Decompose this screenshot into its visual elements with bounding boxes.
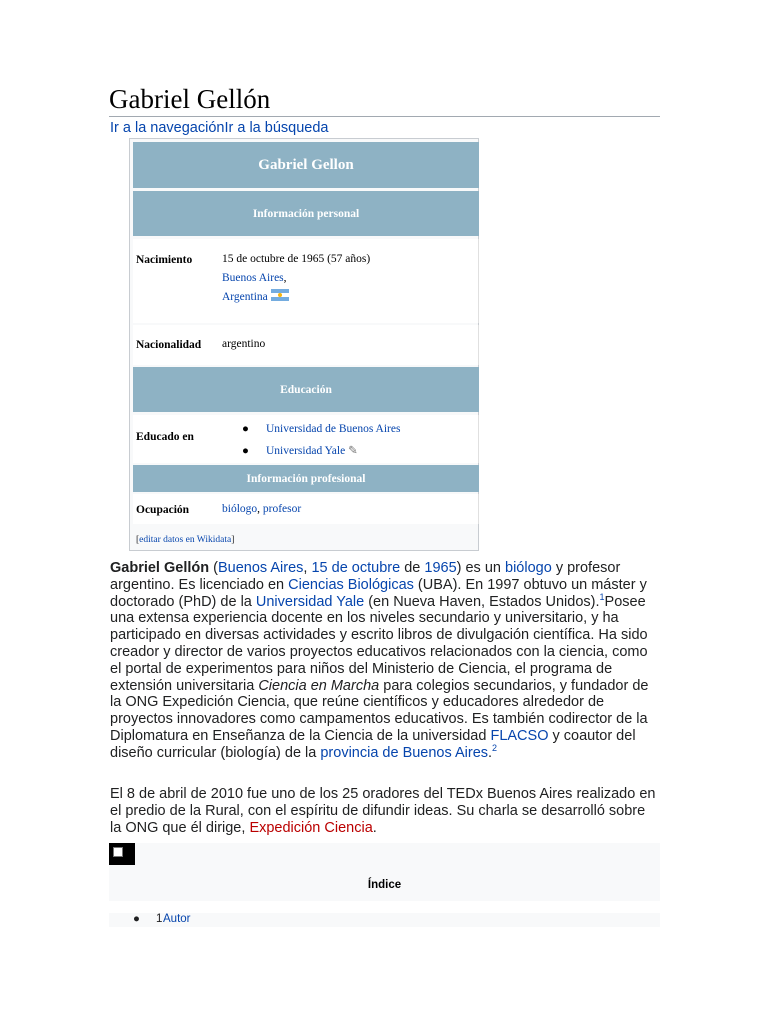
nationality-label: Nacionalidad bbox=[136, 339, 202, 351]
provincia-buenos-aires-link[interactable]: provincia de Buenos Aires bbox=[320, 744, 489, 761]
toc-separator bbox=[109, 901, 660, 913]
text-fragment: y profesor argentino. Es licenciado en bbox=[110, 560, 621, 593]
text-fragment: Posee una extensa experiencia docente en los niveles secundario y universitario, y ha participado en diversas actividades y escrito libros de divulgación científica. Ha sido creador y director de varios proyectos educativos relacionados con la ciencia, como el portal de experimentos para niños del Ministerio de Ciencia, el programa de extensión universitaria bbox=[110, 593, 648, 694]
ciencias-biologicas-link[interactable]: Ciencias Biológicas bbox=[288, 576, 414, 593]
toc-toggle-button[interactable] bbox=[109, 843, 135, 865]
text-fragment: para colegios secundarios, y fundador de la ONG Expedición Ciencia, que reúne científicos y educadores alrededor de proyectos innovadores como campamentos educativos. Es también codirector de la Diplomatura en Enseñanza de la Ciencia de la universidad bbox=[110, 677, 649, 744]
checkbox-icon bbox=[113, 847, 123, 857]
biologo-link[interactable]: biólogo bbox=[222, 503, 258, 515]
text-fragment: y coautor del diseño curricular (biología) de la bbox=[110, 727, 636, 761]
jump-to-search-link[interactable]: Ir a la búsqueda bbox=[224, 120, 329, 136]
nationality-value: argentino bbox=[222, 338, 266, 350]
infobox-row-occupation bbox=[133, 494, 479, 524]
infobox-row-birth bbox=[133, 239, 479, 323]
infobox-row-nationality bbox=[133, 325, 479, 365]
infobox-title: Gabriel Gellon bbox=[133, 142, 479, 188]
wikidata-edit: [editar datos en Wikidata] bbox=[136, 535, 235, 545]
birth-country-link[interactable]: Argentina bbox=[222, 291, 268, 303]
infobox-row-education bbox=[133, 415, 479, 463]
uba-link[interactable]: Universidad de Buenos Aires bbox=[266, 423, 401, 435]
list-item: ● Universidad de Buenos Aires bbox=[242, 423, 401, 435]
education-list bbox=[242, 418, 400, 462]
italic-title: Ciencia en Marcha bbox=[258, 677, 380, 694]
birth-value: 15 de octubre de 1965 (57 años) Buenos Aires, Argentina bbox=[222, 250, 370, 307]
pencil-icon[interactable]: ✎ bbox=[348, 445, 358, 457]
infobox-section-personal: Información personal bbox=[133, 191, 479, 236]
buenos-aires-link[interactable]: Buenos Aires bbox=[217, 560, 304, 576]
reference-1-link[interactable]: 1 bbox=[599, 591, 605, 602]
text-fragment: de bbox=[404, 560, 421, 576]
text-fragment: (UBA). En 1997 obtuvo un máster y doctorado (PhD) de la bbox=[110, 576, 647, 610]
tedx-paragraph: El 8 de abril de 2010 fue uno de los 25 oradores del TEDx Buenos Aires realizado en el predio de la Rural, con el espíritu de difundir ideas. Su charla se desarrolló sobre la ONG que él dirige, Expedición Ciencia. bbox=[110, 786, 656, 836]
infobox-section-education: Educación bbox=[133, 367, 479, 412]
biologo-link[interactable]: biólogo bbox=[505, 560, 552, 576]
page-title: Gabriel Gellón bbox=[109, 82, 660, 117]
toc-item-number: 1 bbox=[156, 913, 163, 925]
profesor-link[interactable]: profesor bbox=[262, 503, 302, 515]
table-of-contents bbox=[109, 843, 660, 927]
list-item: ● Universidad Yale ✎ bbox=[242, 445, 358, 457]
occupation-value: biólogo, profesor bbox=[222, 503, 302, 515]
jump-to-navigation-link[interactable]: Ir a la navegación bbox=[110, 120, 225, 136]
intro-paragraph: Gabriel Gellón (Buenos Aires, 15 de octubre de 1965) es un biólogo y profesor argentino. Es licenciado en Ciencias Biológicas (UBA). En 1997 obtuvo un máster y doctorado (PhD) de la Universidad Yale (en Nueva Haven, Estados Unidos).$^1$Posee una extensa experiencia docente en los niveles secundario y universitario, y ha participado en diversas actividades y escrito libros de divulgación científica. Ha sido creador y director de varios proyectos educativos relacionados con la ciencia, como el portal de experimentos para niños del Ministerio de Ciencia, el programa de extensión universitaria Ciencia en Marcha para colegios secundarios, y fundador de la ONG Expedición Ciencia, que reúne científicos y educadores alrededor de proyectos innovadores como campamentos educativos. Es también codirector de la Diplomatura en Enseñanza de la Ciencia de la universidad FLACSO y coautor del diseño curricular (biología) de la provincia de Buenos Aires.$^2$ bbox=[110, 560, 649, 761]
birth-date-link[interactable]: 15 de octubre bbox=[311, 560, 401, 576]
occupation-label: Ocupación bbox=[136, 504, 190, 516]
infobox bbox=[129, 138, 479, 551]
educated-label: Educado en bbox=[136, 431, 194, 443]
toc-item-link[interactable]: Autor bbox=[163, 913, 191, 925]
text-fragment: ) es un bbox=[456, 560, 501, 576]
universidad-yale-link[interactable]: Universidad Yale bbox=[255, 593, 365, 610]
year-link[interactable]: 1965 bbox=[424, 560, 457, 576]
argentina-flag-icon[interactable] bbox=[271, 289, 289, 301]
birth-date: 15 de octubre de 1965 (57 años) bbox=[222, 253, 371, 265]
flacso-link[interactable]: FLACSO bbox=[490, 727, 549, 744]
toc-title: Índice bbox=[367, 879, 402, 891]
text-fragment: (en Nueva Haven, Estados Unidos). bbox=[368, 593, 600, 610]
infobox-section-professional: Información profesional bbox=[133, 465, 479, 492]
jump-links bbox=[110, 119, 328, 137]
yale-link[interactable]: Universidad Yale bbox=[266, 445, 346, 457]
birth-city-link[interactable]: Buenos Aires bbox=[222, 272, 284, 284]
subject-name: Gabriel Gellón bbox=[110, 560, 210, 576]
birth-label: Nacimiento bbox=[136, 254, 193, 266]
text-fragment: El 8 de abril de 2010 fue uno de los 25 oradores del TEDx Buenos Aires realizado en el predio de la Rural, con el espíritu de difundir ideas. Su charla se desarrolló sobre la ONG que él dirige, bbox=[110, 786, 656, 836]
expedicion-ciencia-redlink[interactable]: Expedición Ciencia bbox=[249, 819, 373, 836]
edit-wikidata-link[interactable]: editar datos en Wikidata bbox=[139, 535, 232, 545]
reference-2-link[interactable]: 2 bbox=[492, 742, 498, 753]
bullet-icon: ● bbox=[133, 913, 140, 925]
